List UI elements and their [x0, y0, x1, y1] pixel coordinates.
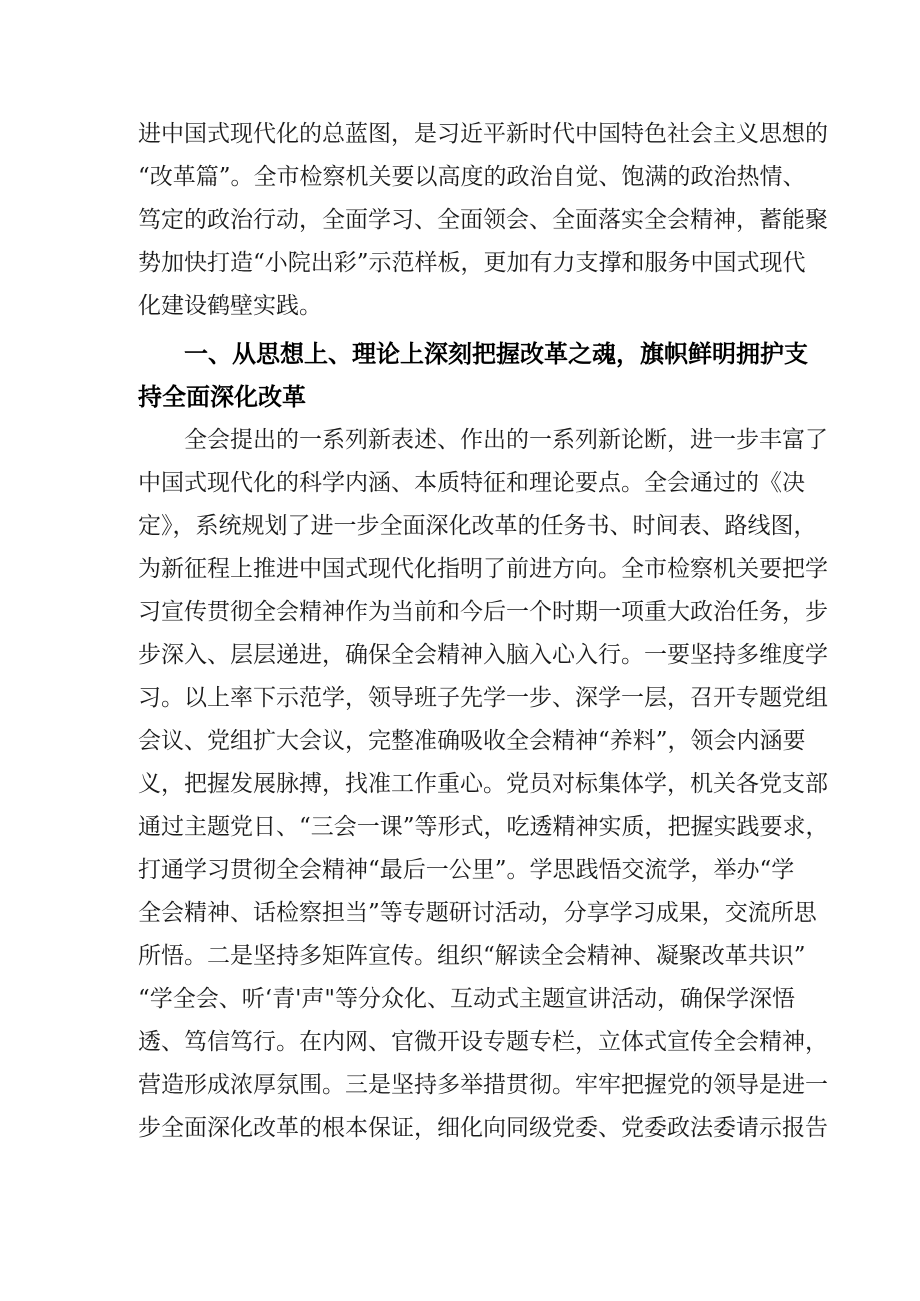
- body-line-15: 透、笃信笃行。在内网、官微开设专题专栏，立体式宣传全会精神，: [138, 1029, 828, 1055]
- body-line-14: “学全会、听‘青'声"等分众化、互动式主题宣讲活动，确保学深悟: [138, 986, 795, 1012]
- body-line-12: 全会精神、话检察担当”等专题研讨活动，分享学习成果，交流所思: [138, 900, 817, 926]
- body-line-17: 步全面深化改革的根本保证，细化向同级党委、党委政法委请示报告: [138, 1115, 828, 1141]
- body-line-9: 义，把握发展脉搏，找准工作重心。党员对标集体学，机关各党支部: [138, 771, 828, 797]
- body-line-16: 营造形成浓厚氛围。三是坚持多举措贯彻。牢牢把握党的领导是进一: [138, 1072, 828, 1098]
- body-line-6: 步深入、层层递进，确保全会精神入脑入心入行。一要坚持多维度学: [138, 642, 828, 668]
- body-line-2: 中国式现代化的科学内涵、本质特征和理论要点。全会通过的《决: [138, 470, 805, 496]
- body-line-10: 通过主题党日、“三会一课”等形式，吃透精神实质，把握实践要求，: [138, 814, 829, 840]
- body-line-3: 定》，系统规划了进一步全面深化改革的任务书、时间表、路线图，: [138, 513, 817, 539]
- intro-line-3: 笃定的政治行动，全面学习、全面领会、全面落实全会精神，蓄能聚: [138, 207, 828, 233]
- body-line-11: 打通学习贯彻全会精神“最后一公里”。学思践悟交流学，举办“学: [138, 857, 795, 883]
- intro-line-5: 化建设鹤壁实践。: [138, 293, 322, 319]
- body-line-4: 为新征程上推进中国式现代化指明了前进方向。全市检察机关要把学: [138, 556, 828, 582]
- body-line-8: 会议、党组扩大会议，完整准确吸收全会精神“养料”，领会内涵要: [138, 728, 806, 754]
- body-line-13: 所悟。二是坚持多矩阵宣传。组织“解读全会精神、凝聚改革共识”: [138, 943, 806, 969]
- intro-line-1: 进中国式现代化的总蓝图，是习近平新时代中国特色社会主义思想的: [138, 121, 828, 147]
- body-line-5: 习宣传贯彻全会精神作为当前和今后一个时期一项重大政治任务，步: [138, 599, 828, 625]
- section-heading-line-1: 一、从思想上、理论上深刻把握改革之魂，旗帜鲜明拥护支: [184, 340, 808, 368]
- intro-line-4: 势加快打造“小院出彩”示范样板，更加有力支撑和服务中国式现代: [138, 250, 806, 276]
- body-line-7: 习。以上率下示范学，领导班子先学一步、深学一层，召开专题党组: [138, 685, 828, 711]
- intro-line-2: “改革篇”。全市检察机关要以高度的政治自觉、饱满的政治热情、: [138, 164, 806, 190]
- body-line-1: 全会提出的一系列新表述、作出的一系列新论断，进一步丰富了: [184, 427, 828, 453]
- section-heading-line-2: 持全面深化改革: [138, 383, 306, 411]
